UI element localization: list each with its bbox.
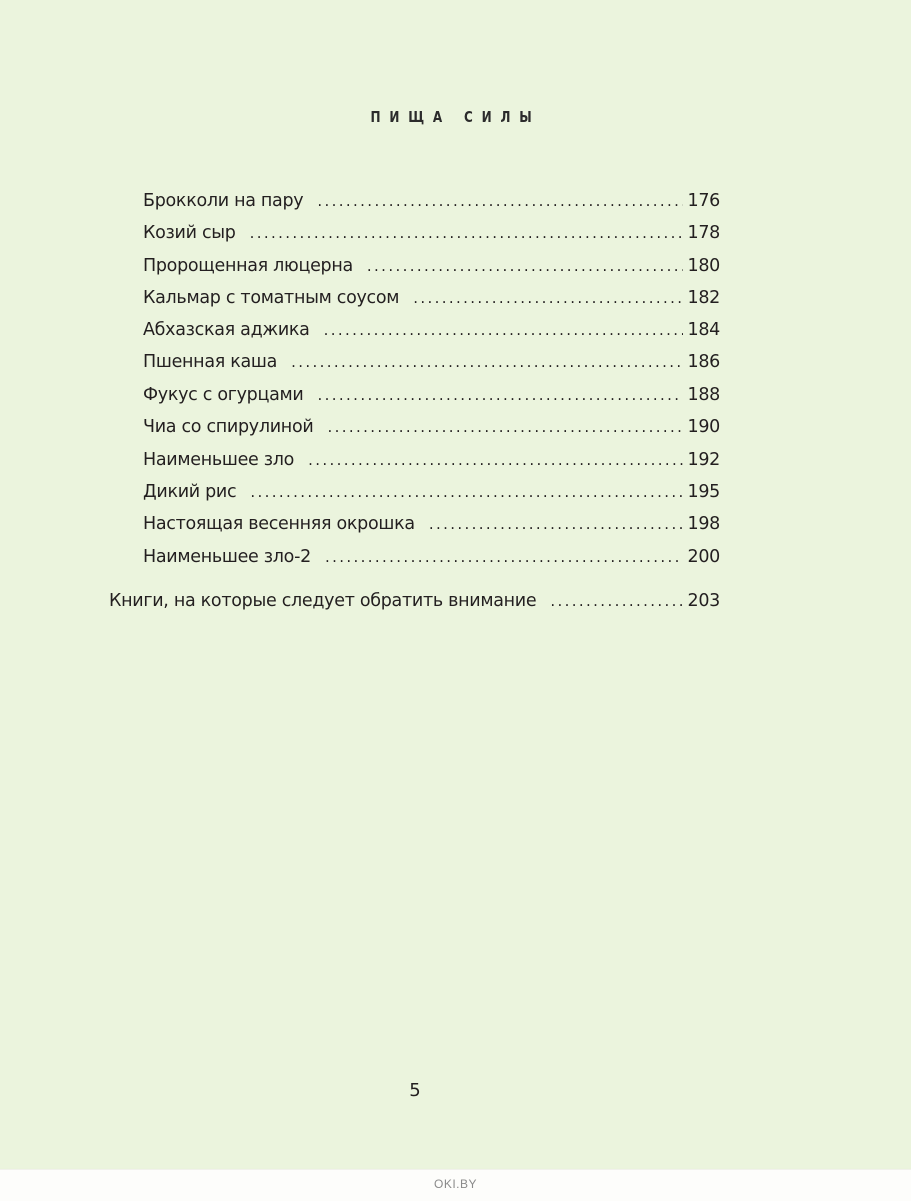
toc-entry <box>143 287 720 309</box>
toc-entry-page: 198 <box>687 514 720 534</box>
toc-entry-label: Наименьшее зло <box>143 450 295 470</box>
toc-entry-page: 195 <box>687 482 720 502</box>
toc-entry <box>143 513 720 535</box>
toc-entry <box>143 319 720 341</box>
watermark-text: OKI.BY <box>433 1177 477 1191</box>
toc-entry-page: 186 <box>687 352 720 372</box>
dot-leader <box>317 190 683 212</box>
toc-entry-page: 184 <box>687 320 720 340</box>
dot-leader <box>308 449 683 471</box>
toc-entry <box>143 255 720 277</box>
toc-entry <box>143 222 720 244</box>
toc-entry-label: Книги, на которые следует обратить внимание <box>109 591 537 611</box>
dot-leader <box>324 319 684 341</box>
dot-leader <box>367 255 684 277</box>
watermark-bar <box>0 1169 911 1201</box>
dot-leader <box>429 513 684 535</box>
toc-entry <box>143 351 720 373</box>
toc-entry-label: Настоящая весенняя окрошка <box>143 514 415 534</box>
toc-entry-label: Наименьшее зло-2 <box>143 547 311 567</box>
toc-entry-page: 203 <box>687 591 720 611</box>
toc-entry <box>143 481 720 503</box>
dot-leader <box>318 384 684 406</box>
toc-entry <box>143 384 720 406</box>
toc-entry-label: Фукус с огурцами <box>143 385 304 405</box>
dot-leader <box>250 481 683 503</box>
toc-entry-page: 200 <box>687 547 720 567</box>
toc-entry-label: Чиа со спирулиной <box>143 417 314 437</box>
toc-entry-label: Кальмар с томатным соусом <box>143 288 400 308</box>
toc-entry-page: 192 <box>687 450 720 470</box>
toc-entry-label: Дикий рис <box>143 482 237 502</box>
page-number: 5 <box>409 1080 421 1101</box>
dot-leader <box>327 416 683 438</box>
toc-entry <box>143 190 720 212</box>
toc-entry-label: Пророщенная люцерна <box>143 256 353 276</box>
toc-entry-page: 178 <box>687 223 720 243</box>
dot-leader <box>550 590 683 612</box>
dot-leader <box>325 546 684 568</box>
toc-entry-page: 176 <box>687 191 720 211</box>
toc-entry-label: Козий сыр <box>143 223 236 243</box>
toc-entry-label: Пшенная каша <box>143 352 278 372</box>
toc-entry-page: 190 <box>687 417 720 437</box>
toc-entry-page: 188 <box>687 385 720 405</box>
toc-entry <box>143 449 720 471</box>
toc-main-entry <box>109 590 720 612</box>
toc-entry <box>143 416 720 438</box>
toc-entry-page: 182 <box>687 288 720 308</box>
toc-entry-label: Абхазская аджика <box>143 320 310 340</box>
toc-entry <box>143 546 720 568</box>
toc-entry-page: 180 <box>687 256 720 276</box>
dot-leader <box>250 222 684 244</box>
dot-leader <box>413 287 683 309</box>
dot-leader <box>291 351 683 373</box>
section-title: ПИЩА СИЛЫ <box>370 108 541 126</box>
toc-entry-label: Брокколи на пару <box>143 191 304 211</box>
